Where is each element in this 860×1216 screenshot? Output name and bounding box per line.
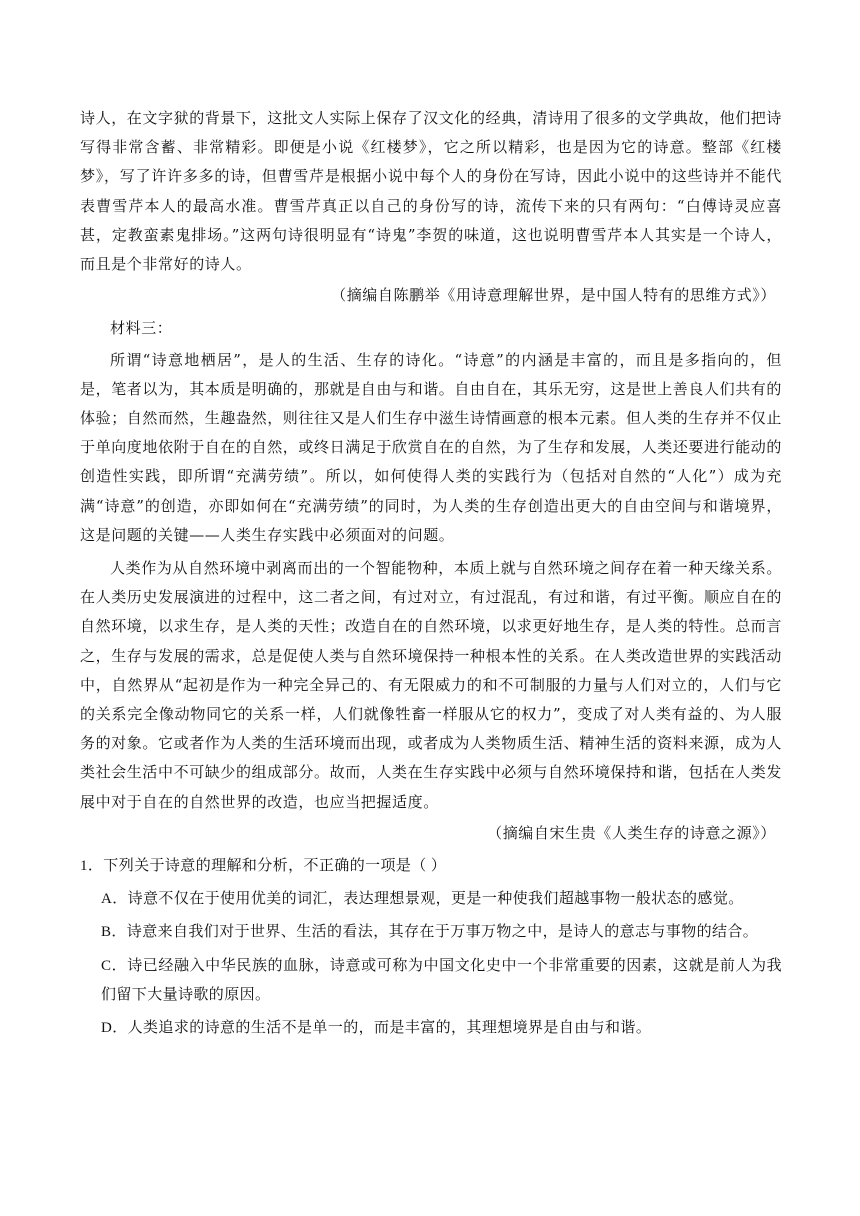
material-3-paragraph-2: 人类作为从自然环境中剥离而出的一个智能物种，本质上就与自然环境之间存在着一种天缘关系。在人类历史发展演进的过程中，这二者之间，有过对立，有过混乱，有过和谐，有过平衡。顺应自在的自然环境，以求生存，是人类的天性；改造自在的自然环境，以求更好地生存，是人类的特性。总而言之，生存与发展的需求，总是促使人类与自然环境保持一种根本性的关系。在人类改造世界的实践活动中，自然界从“起初是作为一种完全异己的、有无限威力的和不可制服的力量与人们对立的，人们与它的关系完全像动物同它的关系一样，人们就像牲畜一样服从它的权力”，变成了对人类有益的、为人服务的对象。它或者作为人类的生活环境而出现，或者成为人类物质生活、精神生活的资料来源，成为人类社会生活中不可缺少的组成部分。故而，人类在生存实践中必须与自然环境保持和谐，包括在人类发展中对于自在的自然世界的改造，也应当把握适度。 <box>80 559 783 811</box>
material-3-paragraph-1: 所谓“诗意地栖居”，是人的生活、生存的诗化。“诗意”的内涵是丰富的，而且是多指向的，但是，笔者以为，其本质是明确的，那就是自由与和谐。自由自在，其乐无穷，这是世上善良人们共有的体验；自然而然，生趣盎然，则往往又是人们生存中滋生诗情画意的根本元素。但人类的生存并不仅止于单向度地依附于自在的自然，或终日满足于欣赏自在的自然，为了生存和发展，人类还要进行能动的创造性实践，即所谓“充满劳绩”。所以，如何使得人类的实践行为（包括对自然的“人化”）成为充满“诗意”的创造，亦即如何在“充满劳绩”的同时，为人类的生存创造出更大的自由空间与和谐境界，这是问题的关键——人类生存实践中必须面对的问题。 <box>80 350 783 544</box>
question-1-option-d: D．人类追求的诗意的生活不是单一的，而是丰富的，其理想境界是自由与和谐。 <box>101 1020 652 1037</box>
source-citation-1: （摘编自陈鹏举《用诗意理解世界，是中国人特有的思维方式》） <box>331 286 776 305</box>
question-1-option-a: A．诗意不仅在于使用优美的词汇，表达理想景观，更是一种使我们超越事物一般状态的感觉。 <box>101 891 744 908</box>
question-1-option-b: B．诗意来自我们对于世界、生活的看法，其存在于万事万物之中，是诗人的意志与事物的结合。 <box>101 924 759 941</box>
source-citation-2: （摘编自宋生贵《人类生存的诗意之源》） <box>487 823 776 842</box>
question-1-option-c: C．诗已经融入中华民族的血脉，诗意或可称为中国文化史中一个非常重要的因素，这就是前人为我们留下大量诗歌的原因。 <box>101 957 782 1003</box>
passage-paragraph-intro: 诗人，在文字狱的背景下，这批文人实际上保存了汉文化的经典，清诗用了很多的文学典故，他们把诗写得非常含蓄、非常精彩。即便是小说《红楼梦》，它之所以精彩，也是因为它的诗意。整部《红楼梦》，写了许许多多的诗，但曹雪芹是根据小说中每个人的身份在写诗，因此小说中的这些诗并不能代表曹雪芹本人的最高水准。曹雪芹真正以自己的身份写的诗，流传下来的只有两句：“白傅诗灵应喜甚，定教蛮素鬼排场。”这两句诗很明显有“诗鬼”李贺的味道，这也说明曹雪芹本人其实是一个诗人，而且是个非常好的诗人。 <box>80 109 783 274</box>
question-1-stem: 1．下列关于诗意的理解和分析，不正确的一项是（ ） <box>80 858 447 875</box>
material-3-label: 材料三： <box>110 319 173 338</box>
